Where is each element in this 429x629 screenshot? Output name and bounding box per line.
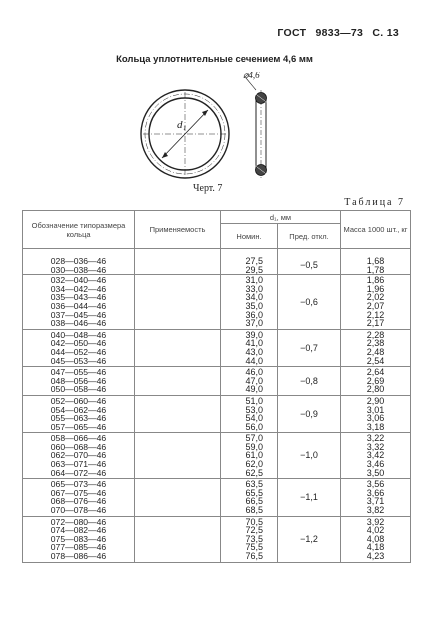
mass-cell-value: 3,32 xyxy=(366,441,385,452)
mass-cell-value: 3,06 xyxy=(366,413,385,424)
nominal-cell-value: 54,0 xyxy=(245,413,263,424)
diameter-label: d₁ xyxy=(177,119,187,131)
designation-cell xyxy=(23,433,135,479)
table-label: Таблица 7 xyxy=(344,197,405,208)
mass-cell-value: 2,12 xyxy=(366,309,385,320)
deviation-cell-value: −0,8 xyxy=(300,375,318,386)
table-group-row xyxy=(23,516,411,562)
nominal-cell-value: 34,0 xyxy=(245,292,263,303)
table-body xyxy=(23,249,411,563)
designation-cell xyxy=(23,275,135,330)
designation-cell-value: 060—068—46 xyxy=(50,441,107,452)
deviation-cell-value: −0,6 xyxy=(300,296,318,307)
designation-cell-value: 062—070—46 xyxy=(50,450,107,461)
section-label: ⌀4,6 xyxy=(243,72,260,80)
header-deviation: Пред. откл. xyxy=(278,224,341,249)
header-designation: Обозначение типоразмера кольца xyxy=(23,211,135,249)
designation-cell-value: 063—071—46 xyxy=(50,459,107,470)
nominal-cell xyxy=(221,479,278,516)
nominal-cell-value: 31,0 xyxy=(245,275,263,286)
mass-cell-value: 3,56 xyxy=(366,479,385,490)
deviation-cell xyxy=(278,249,341,275)
designation-cell-value: 048—056—46 xyxy=(50,375,107,386)
deviation-cell xyxy=(278,479,341,516)
mass-cell xyxy=(341,249,411,275)
mass-cell xyxy=(341,516,411,562)
mass-cell-value: 2,07 xyxy=(366,300,385,311)
mass-cell xyxy=(341,433,411,479)
deviation-cell xyxy=(278,367,341,396)
nominal-cell-value: 37,0 xyxy=(245,318,263,329)
designation-cell-value: 072—080—46 xyxy=(50,516,107,527)
nominal-cell-value: 49,0 xyxy=(245,384,263,395)
table-group-row xyxy=(23,367,411,396)
designation-cell-value: 050—058—46 xyxy=(50,384,107,395)
nominal-cell-value: 47,0 xyxy=(245,375,263,386)
nominal-cell-value: 39,0 xyxy=(245,329,263,340)
nominal-cell-value: 36,0 xyxy=(245,309,263,320)
nominal-cell-value: 72,5 xyxy=(245,525,263,536)
application-cell xyxy=(135,479,221,516)
designation-cell-value: 032—040—46 xyxy=(50,275,107,286)
standard-number: 9833—73 xyxy=(315,27,364,39)
mass-cell-value: 3,42 xyxy=(366,450,385,461)
designation-cell-value: 070—078—46 xyxy=(50,505,107,516)
table-group-row xyxy=(23,479,411,516)
deviation-cell-value: −1,2 xyxy=(300,533,318,544)
mass-cell xyxy=(341,395,411,432)
nominal-cell-value: 27,5 xyxy=(245,256,263,266)
nominal-cell-value: 65,5 xyxy=(245,487,263,498)
mass-cell-value: 2,64 xyxy=(366,367,385,378)
mass-cell xyxy=(341,367,411,396)
mass-cell xyxy=(341,329,411,366)
ring-drawing xyxy=(140,72,290,192)
designation-cell-value: 044—052—46 xyxy=(50,346,107,357)
designation-cell-value: 028—036—46 xyxy=(50,256,107,266)
standard-label: ГОСТ xyxy=(277,27,307,39)
page-number: С. 13 xyxy=(372,27,399,39)
designation-cell-value: 074—082—46 xyxy=(50,525,107,536)
deviation-cell xyxy=(278,275,341,330)
designation-cell-value: 075—083—46 xyxy=(50,533,107,544)
designation-cell-value: 077—085—46 xyxy=(50,542,107,553)
nominal-cell-value: 29,5 xyxy=(245,264,263,275)
nominal-cell-value: 56,0 xyxy=(245,421,263,432)
designation-cell-value: 030—038—46 xyxy=(50,264,107,275)
application-cell xyxy=(135,367,221,396)
mass-cell-value: 4,02 xyxy=(366,525,385,536)
table-group-row xyxy=(23,395,411,432)
application-cell xyxy=(135,395,221,432)
nominal-cell-value: 62,0 xyxy=(245,459,263,470)
table-group-row xyxy=(23,433,411,479)
nominal-cell-value: 44,0 xyxy=(245,355,263,366)
table-group-row xyxy=(23,329,411,366)
nominal-cell-value: 75,5 xyxy=(245,542,263,553)
designation-cell-value: 047—055—46 xyxy=(50,367,107,378)
nominal-cell-value: 59,0 xyxy=(245,441,263,452)
nominal-cell-value: 41,0 xyxy=(245,338,263,349)
mass-cell-value: 3,71 xyxy=(366,496,385,507)
designation-cell xyxy=(23,516,135,562)
mass-cell-value: 3,46 xyxy=(366,459,385,470)
header-d1: d₁, мм xyxy=(221,211,341,224)
deviation-cell-value: −1,0 xyxy=(300,450,318,461)
deviation-cell-value: −0,9 xyxy=(300,408,318,419)
mass-cell-value: 4,08 xyxy=(366,533,385,544)
ring-drawing-svg xyxy=(140,72,290,192)
mass-cell-value: 2,28 xyxy=(366,329,385,340)
deviation-cell xyxy=(278,516,341,562)
nominal-cell-value: 35,0 xyxy=(245,300,263,311)
designation-cell-value: 045—053—46 xyxy=(50,355,107,366)
application-cell xyxy=(135,433,221,479)
mass-cell-value: 2,38 xyxy=(366,338,385,349)
designation-cell-value: 036—044—46 xyxy=(50,300,107,311)
mass-cell-value: 2,02 xyxy=(366,292,385,303)
mass-cell-value: 1,78 xyxy=(366,264,385,275)
nominal-cell-value: 53,0 xyxy=(245,404,263,415)
application-cell xyxy=(135,249,221,275)
mass-cell-value: 1,96 xyxy=(366,283,385,294)
designation-cell-value: 065—073—46 xyxy=(50,479,107,490)
deviation-cell xyxy=(278,433,341,479)
mass-cell-value: 3,92 xyxy=(366,516,385,527)
designation-cell-value: 042—050—46 xyxy=(50,338,107,349)
designation-cell-value: 078—086—46 xyxy=(50,551,107,561)
mass-cell-value: 1,86 xyxy=(366,275,385,286)
designation-cell-value: 037—045—46 xyxy=(50,309,107,320)
designation-cell-value: 034—042—46 xyxy=(50,283,107,294)
nominal-cell-value: 61,0 xyxy=(245,450,263,461)
header-application: Применяемость xyxy=(135,211,221,249)
application-cell xyxy=(135,516,221,562)
designation-cell-value: 052—060—46 xyxy=(50,395,107,406)
designation-cell-value: 055—063—46 xyxy=(50,413,107,424)
designation-cell xyxy=(23,329,135,366)
nominal-cell xyxy=(221,329,278,366)
application-cell xyxy=(135,329,221,366)
mass-cell-value: 3,01 xyxy=(366,404,385,415)
nominal-cell xyxy=(221,275,278,330)
designation-cell-value: 038—046—46 xyxy=(50,318,107,329)
mass-cell-value: 2,90 xyxy=(366,395,385,406)
deviation-cell xyxy=(278,329,341,366)
designation-cell xyxy=(23,367,135,396)
nominal-cell-value: 76,5 xyxy=(245,551,263,561)
figure-caption: Черт. 7 xyxy=(193,183,223,194)
nominal-cell xyxy=(221,395,278,432)
designation-cell xyxy=(23,395,135,432)
designation-cell xyxy=(23,249,135,275)
deviation-cell-value: −0,5 xyxy=(300,260,318,271)
designation-cell xyxy=(23,479,135,516)
page-header xyxy=(271,27,399,39)
nominal-cell xyxy=(221,516,278,562)
deviation-cell-value: −0,7 xyxy=(300,342,318,353)
mass-cell xyxy=(341,275,411,330)
mass-cell-value: 3,22 xyxy=(366,433,385,444)
designation-cell-value: 035—043—46 xyxy=(50,292,107,303)
mass-cell-value: 1,68 xyxy=(366,256,385,266)
nominal-cell xyxy=(221,249,278,275)
nominal-cell-value: 57,0 xyxy=(245,433,263,444)
nominal-cell-value: 73,5 xyxy=(245,533,263,544)
designation-cell-value: 064—072—46 xyxy=(50,467,107,478)
table-group-row xyxy=(23,275,411,330)
designation-cell-value: 057—065—46 xyxy=(50,421,107,432)
designation-cell-value: 040—048—46 xyxy=(50,329,107,340)
mass-cell-value: 3,66 xyxy=(366,487,385,498)
nominal-cell-value: 33,0 xyxy=(245,283,263,294)
designation-cell-value: 054—062—46 xyxy=(50,404,107,415)
mass-cell-value: 2,80 xyxy=(366,384,385,395)
designation-cell-value: 068—076—46 xyxy=(50,496,107,507)
mass-cell-value: 3,50 xyxy=(366,467,385,478)
page-title: Кольца уплотнительные сечением 4,6 мм xyxy=(116,54,313,65)
mass-cell-value: 4,18 xyxy=(366,542,385,553)
nominal-cell-value: 62,5 xyxy=(245,467,263,478)
header-nominal: Номин. xyxy=(221,224,278,249)
nominal-cell xyxy=(221,367,278,396)
designation-cell-value: 067—075—46 xyxy=(50,487,107,498)
designation-cell-value: 058—066—46 xyxy=(50,433,107,444)
deviation-cell-value: −1,1 xyxy=(300,492,318,503)
mass-cell-value: 2,48 xyxy=(366,346,385,357)
application-cell xyxy=(135,275,221,330)
mass-cell-value: 2,54 xyxy=(366,355,385,366)
table-group-row xyxy=(23,249,411,275)
nominal-cell-value: 70,5 xyxy=(245,516,263,527)
nominal-cell-value: 46,0 xyxy=(245,367,263,378)
nominal-cell-value: 63,5 xyxy=(245,479,263,490)
nominal-cell-value: 51,0 xyxy=(245,395,263,406)
mass-cell-value: 2,69 xyxy=(366,375,385,386)
mass-cell-value: 3,82 xyxy=(366,505,385,516)
mass-cell xyxy=(341,479,411,516)
mass-cell-value: 4,23 xyxy=(366,551,385,561)
mass-cell-value: 2,17 xyxy=(366,318,385,329)
nominal-cell-value: 68,5 xyxy=(245,505,263,516)
mass-cell-value: 3,18 xyxy=(366,421,385,432)
nominal-cell xyxy=(221,433,278,479)
header-mass: Масса 1000 шт., кг xyxy=(341,211,411,249)
deviation-cell xyxy=(278,395,341,432)
rings-table xyxy=(22,210,411,563)
nominal-cell-value: 66,5 xyxy=(245,496,263,507)
nominal-cell-value: 43,0 xyxy=(245,346,263,357)
